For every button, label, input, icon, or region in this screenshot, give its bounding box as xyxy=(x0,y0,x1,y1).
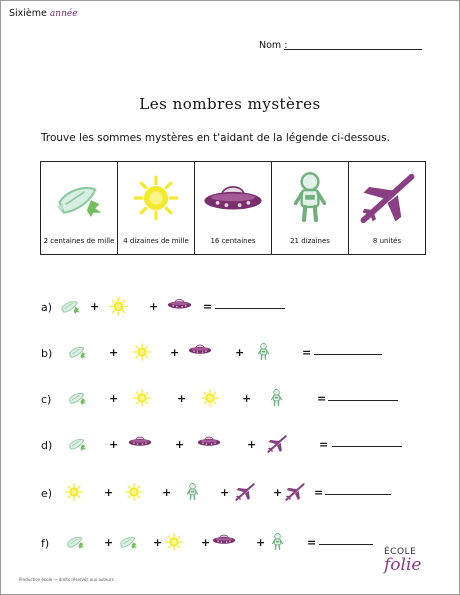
ufo-icon xyxy=(188,343,212,356)
exercise-row-e xyxy=(1,479,459,509)
legend-caption: 4 dizaines de mille xyxy=(123,237,189,245)
answer-blank[interactable] xyxy=(325,494,391,495)
plus-sign: + xyxy=(109,392,119,405)
ecole-en-folie-logo xyxy=(384,547,421,573)
rocket-icon xyxy=(59,297,82,315)
plus-sign: + xyxy=(153,536,163,549)
answer-blank[interactable] xyxy=(314,354,382,355)
exercise-row-b xyxy=(1,339,459,369)
legend-table xyxy=(40,161,426,255)
plus-sign: + xyxy=(90,300,100,313)
name-line xyxy=(284,49,422,50)
answer-blank[interactable] xyxy=(215,308,285,309)
sun-icon xyxy=(125,483,143,501)
rocket-icon xyxy=(65,533,86,550)
airplane-icon xyxy=(267,435,287,453)
sun-icon xyxy=(165,533,183,551)
rocket-icon xyxy=(41,176,117,220)
plus-sign: + xyxy=(162,486,172,499)
class-suffix: année xyxy=(49,9,78,19)
legend-cell-rocket xyxy=(41,162,118,255)
answer-blank[interactable] xyxy=(332,446,402,447)
legend-cell-ufo xyxy=(195,162,272,255)
exercise-row-c xyxy=(1,385,459,415)
astronaut-icon xyxy=(257,343,270,361)
plus-sign: + xyxy=(149,300,159,313)
rocket-icon xyxy=(67,389,88,406)
legend-cell-astronaut xyxy=(272,162,349,255)
legend-caption: 8 unités xyxy=(372,237,402,245)
plus-sign: + xyxy=(201,536,211,549)
sun-icon xyxy=(133,343,151,361)
plus-sign: + xyxy=(235,346,245,359)
astronaut-icon xyxy=(271,533,284,551)
plus-sign: + xyxy=(177,392,187,405)
plus-sign: + xyxy=(220,486,230,499)
plus-sign: + xyxy=(104,536,114,549)
astronaut-icon xyxy=(270,389,283,407)
logo-line-2: folie xyxy=(384,555,422,575)
exercise-label: c) xyxy=(41,393,52,406)
plus-sign: + xyxy=(170,346,180,359)
astronaut-icon xyxy=(272,176,348,220)
name-label: Nom : xyxy=(259,40,288,51)
equals-sign: = xyxy=(203,300,213,313)
legend-caption: 21 dizaines xyxy=(290,237,330,245)
rocket-icon xyxy=(67,435,88,452)
exercise-label: b) xyxy=(41,347,53,360)
airplane-icon xyxy=(235,483,255,501)
equals-sign: = xyxy=(319,438,329,451)
exercise-label: f) xyxy=(41,537,50,550)
footer-note: Production école — droits réservés aux auteurs xyxy=(19,577,114,582)
ufo-icon xyxy=(197,435,221,448)
legend-cell-airplane xyxy=(349,162,426,255)
equals-sign: = xyxy=(317,392,327,405)
page-title: Les nombres mystères xyxy=(139,95,321,113)
plus-sign: + xyxy=(109,438,119,451)
equals-sign: = xyxy=(314,486,324,499)
rocket-icon xyxy=(67,343,88,360)
ufo-icon xyxy=(212,533,236,546)
exercise-label: d) xyxy=(41,439,53,452)
airplane-icon xyxy=(285,483,305,501)
rocket-icon xyxy=(118,533,139,550)
ufo-icon xyxy=(195,176,271,220)
class-header xyxy=(9,8,78,19)
plus-sign: + xyxy=(242,392,252,405)
equals-sign: = xyxy=(302,346,312,359)
class-prefix: Sixième xyxy=(9,8,47,19)
exercise-label: e) xyxy=(41,487,53,500)
logo-line-1: ÉCOLE xyxy=(384,547,417,557)
instruction-text: Trouve les sommes mystères en t'aidant de la légende ci-dessous. xyxy=(41,132,390,144)
sun-icon xyxy=(65,483,83,501)
legend-caption: 16 centaines xyxy=(210,237,256,245)
legend-caption: 2 centaines de mille xyxy=(43,237,115,245)
equals-sign: = xyxy=(307,536,317,549)
sun-icon xyxy=(109,297,128,316)
sun-icon xyxy=(118,176,194,220)
ufo-icon xyxy=(167,297,192,311)
astronaut-icon xyxy=(186,483,199,501)
airplane-icon xyxy=(349,176,425,220)
plus-sign: + xyxy=(104,486,114,499)
exercise-row-a xyxy=(1,293,459,323)
plus-sign: + xyxy=(256,536,266,549)
answer-blank[interactable] xyxy=(328,400,398,401)
sun-icon xyxy=(133,389,151,407)
exercise-row-d xyxy=(1,431,459,461)
plus-sign: + xyxy=(109,346,119,359)
plus-sign: + xyxy=(273,486,283,499)
exercise-label: a) xyxy=(41,301,53,314)
ufo-icon xyxy=(128,435,152,448)
plus-sign: + xyxy=(247,438,257,451)
sun-icon xyxy=(201,389,219,407)
answer-blank[interactable] xyxy=(319,544,373,545)
legend-cell-sun xyxy=(118,162,195,255)
plus-sign: + xyxy=(175,438,185,451)
